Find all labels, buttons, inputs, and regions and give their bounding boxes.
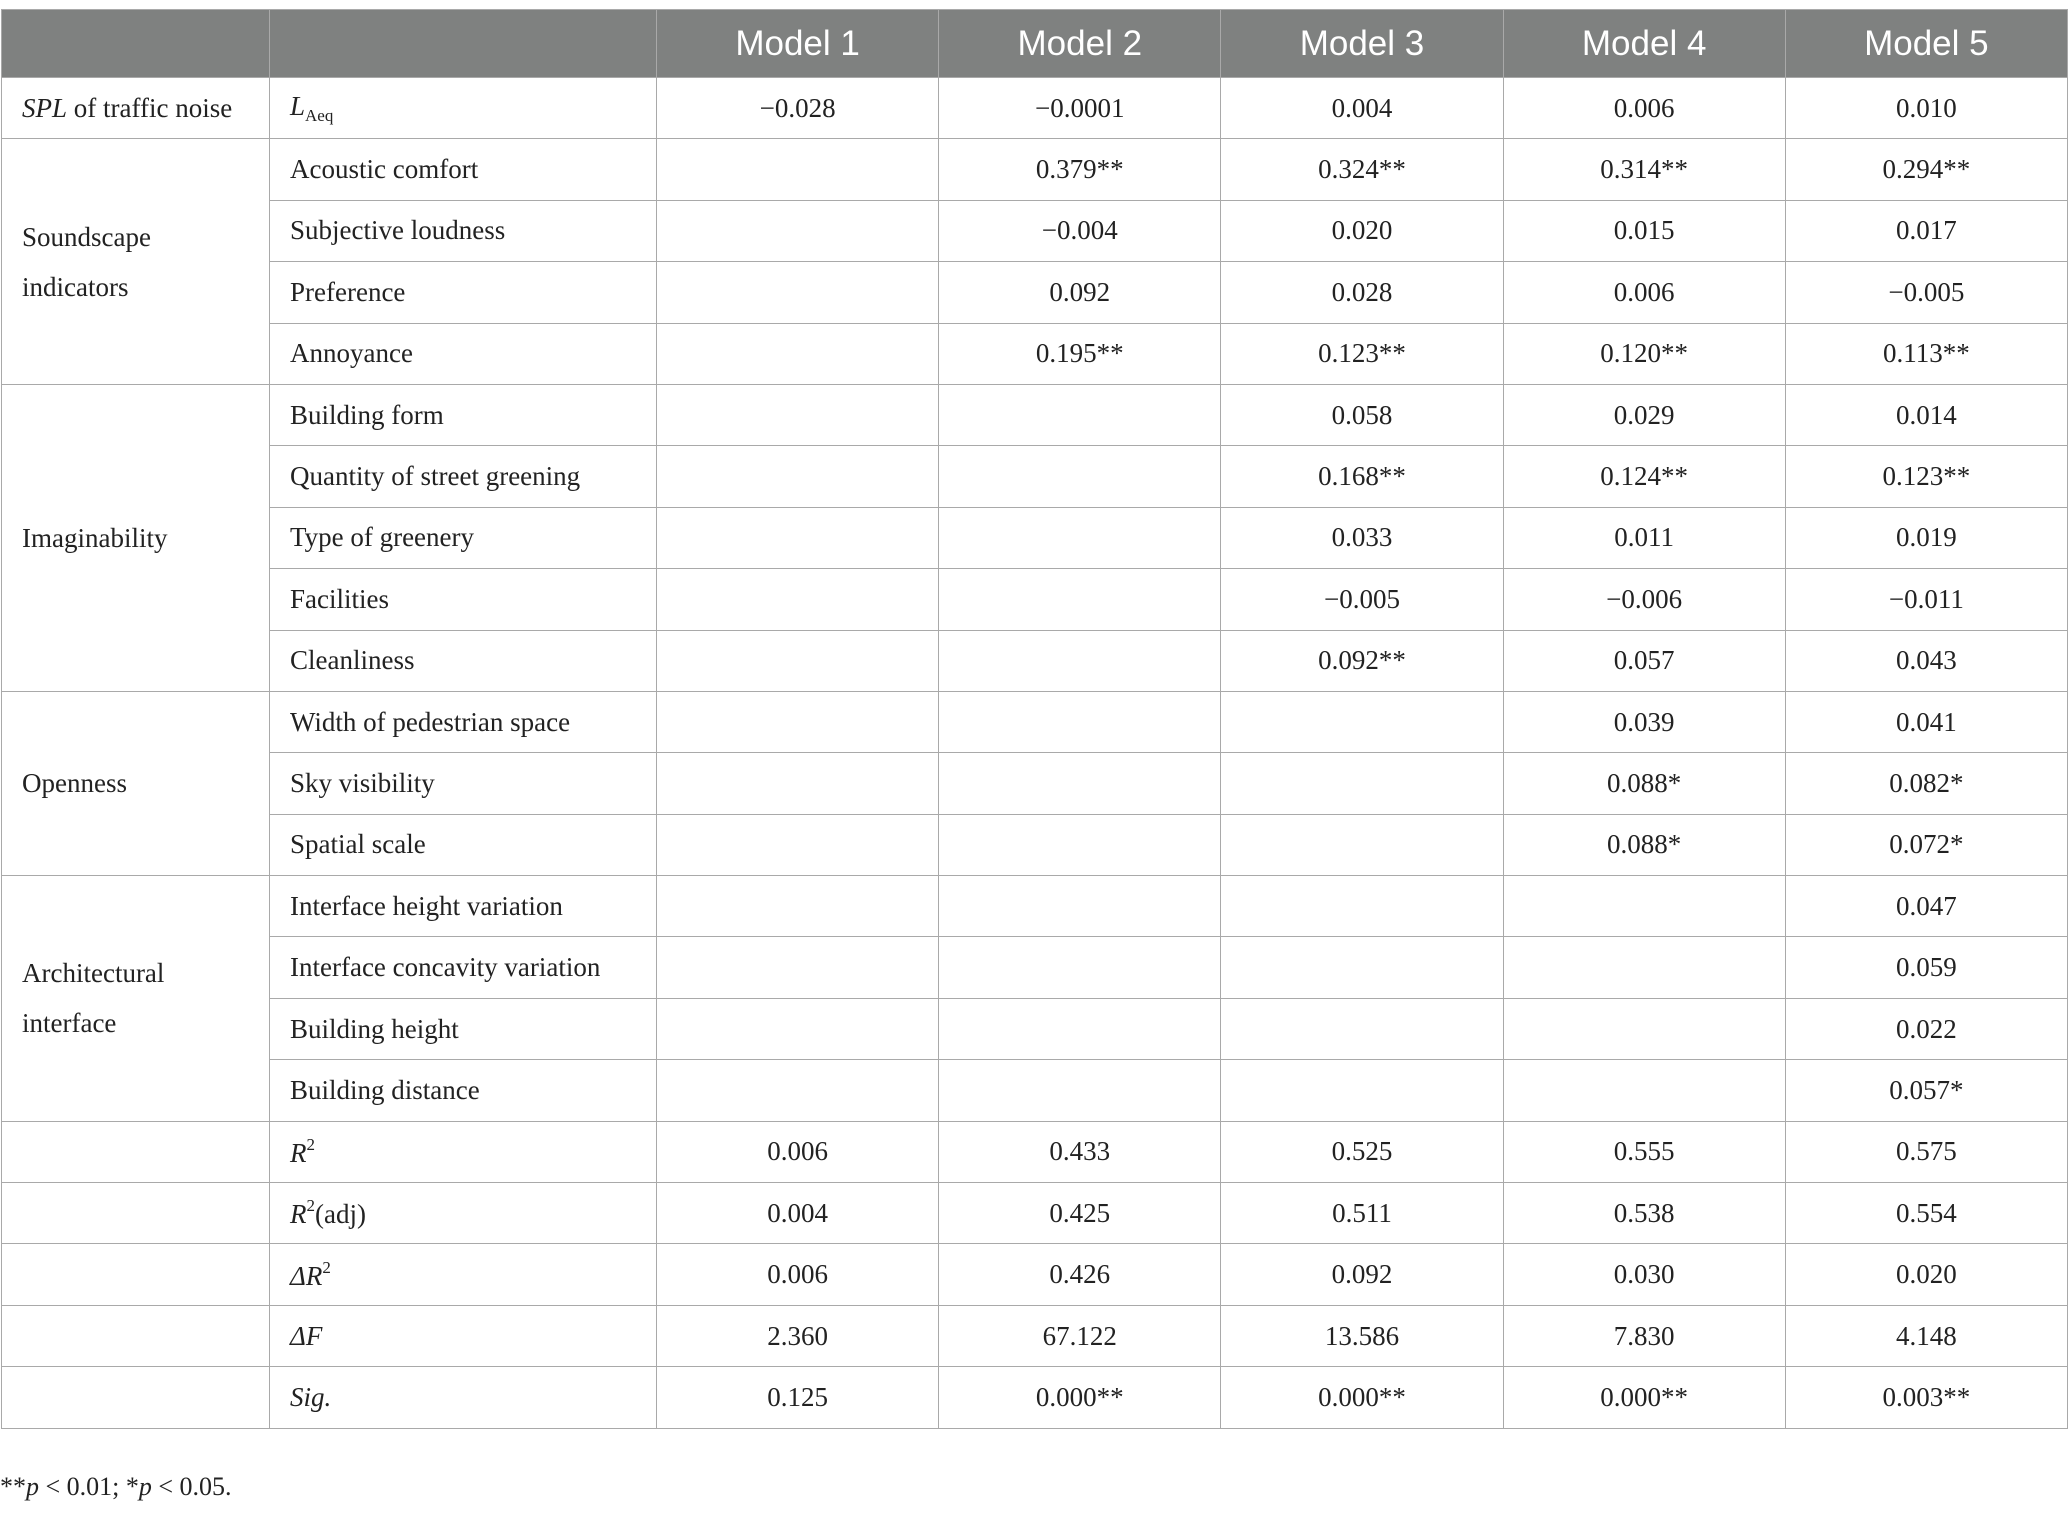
table-row xyxy=(2,1060,2068,1121)
group-openness: Openness xyxy=(2,691,270,875)
cell-value xyxy=(939,691,1221,752)
cell-value xyxy=(657,814,939,875)
stat-group-blank xyxy=(2,1367,270,1428)
table-row xyxy=(2,323,2068,384)
cell-value xyxy=(939,630,1221,691)
table-row xyxy=(2,630,2068,691)
variable-label: Type of greenery xyxy=(270,507,657,568)
cell-value xyxy=(1221,876,1503,937)
cell-value: 0.433 xyxy=(939,1121,1221,1182)
variable-label: Interface concavity variation xyxy=(270,937,657,998)
cell-value xyxy=(657,139,939,200)
variable-label: Building height xyxy=(270,998,657,1059)
cell-value: 0.020 xyxy=(1785,1244,2067,1305)
r2adj-rest: (adj) xyxy=(315,1199,366,1230)
cell-value: 0.092** xyxy=(1221,630,1503,691)
laeq-sub: Aeq xyxy=(305,105,334,125)
cell-value: 0.525 xyxy=(1221,1121,1503,1182)
variable-label: Building form xyxy=(270,384,657,445)
cell-value xyxy=(1503,998,1785,1059)
df-main: ΔF xyxy=(290,1320,323,1351)
variable-laeq xyxy=(270,78,657,139)
cell-value xyxy=(657,937,939,998)
cell-value: 0.123** xyxy=(1221,323,1503,384)
cell-value: 0.017 xyxy=(1785,200,2067,261)
cell-value xyxy=(939,998,1221,1059)
cell-value: 0.000** xyxy=(939,1367,1221,1428)
footnote-t2: < 0.05. xyxy=(151,1472,232,1501)
cell-value: 0.088* xyxy=(1503,753,1785,814)
cell-value: 0.006 xyxy=(1503,78,1785,139)
cell-value: 0.092 xyxy=(939,262,1221,323)
cell-value: −0.011 xyxy=(1785,569,2067,630)
cell-value: 0.538 xyxy=(1503,1183,1785,1244)
table-row xyxy=(2,262,2068,323)
table-row xyxy=(2,78,2068,139)
cell-value: 0.426 xyxy=(939,1244,1221,1305)
variable-label: Acoustic comfort xyxy=(270,139,657,200)
header-row xyxy=(2,10,2068,78)
header-blank-1 xyxy=(2,10,270,78)
cell-value: −0.0001 xyxy=(939,78,1221,139)
cell-value xyxy=(939,507,1221,568)
table-row xyxy=(2,998,2068,1059)
header-model-4: Model 4 xyxy=(1503,10,1785,78)
cell-value: 0.029 xyxy=(1503,384,1785,445)
table-row-r2 xyxy=(2,1121,2068,1182)
footnote-p2: p xyxy=(138,1472,152,1501)
dr2-main: ΔR xyxy=(290,1260,323,1291)
cell-value: 0.043 xyxy=(1785,630,2067,691)
cell-value: 0.120** xyxy=(1503,323,1785,384)
stat-group-blank xyxy=(2,1121,270,1182)
regression-table xyxy=(1,9,2068,1429)
cell-value: −0.005 xyxy=(1785,262,2067,323)
r2-main: R xyxy=(290,1137,307,1168)
stat-label-r2 xyxy=(270,1121,657,1182)
cell-value xyxy=(939,814,1221,875)
variable-label: Interface height variation xyxy=(270,876,657,937)
cell-value: 0.425 xyxy=(939,1183,1221,1244)
cell-value: 0.020 xyxy=(1221,200,1503,261)
cell-value: 4.148 xyxy=(1785,1305,2067,1366)
cell-value: 0.015 xyxy=(1503,200,1785,261)
dr2-sup: 2 xyxy=(322,1257,331,1277)
cell-value: 0.113** xyxy=(1785,323,2067,384)
cell-value: 0.082* xyxy=(1785,753,2067,814)
cell-value: 2.360 xyxy=(657,1305,939,1366)
stat-label-delta-r2 xyxy=(270,1244,657,1305)
cell-value xyxy=(939,569,1221,630)
cell-value: 0.014 xyxy=(1785,384,2067,445)
table-row-delta-r2 xyxy=(2,1244,2068,1305)
group-architectural-interface: Architectural interface xyxy=(2,876,270,1122)
table-row xyxy=(2,691,2068,752)
cell-value: 0.058 xyxy=(1221,384,1503,445)
cell-value: 0.006 xyxy=(1503,262,1785,323)
variable-label: Subjective loudness xyxy=(270,200,657,261)
cell-value xyxy=(657,446,939,507)
cell-value: 0.092 xyxy=(1221,1244,1503,1305)
cell-value: 0.088* xyxy=(1503,814,1785,875)
variable-label: Cleanliness xyxy=(270,630,657,691)
header-model-1: Model 1 xyxy=(657,10,939,78)
cell-value xyxy=(657,200,939,261)
cell-value: 0.019 xyxy=(1785,507,2067,568)
cell-value: 0.124** xyxy=(1503,446,1785,507)
sig-main: Sig. xyxy=(290,1381,332,1412)
table-row xyxy=(2,876,2068,937)
cell-value xyxy=(1221,937,1503,998)
group-soundscape: Soundscape indicators xyxy=(2,139,270,385)
cell-value: 0.379** xyxy=(939,139,1221,200)
cell-value: −0.005 xyxy=(1221,569,1503,630)
cell-value: 0.006 xyxy=(657,1244,939,1305)
r2adj-sup: 2 xyxy=(306,1196,315,1216)
cell-value: 0.314** xyxy=(1503,139,1785,200)
variable-label: Spatial scale xyxy=(270,814,657,875)
cell-value xyxy=(1503,937,1785,998)
cell-value xyxy=(1503,1060,1785,1121)
cell-value: 0.033 xyxy=(1221,507,1503,568)
table-footnote xyxy=(0,1472,232,1502)
cell-value: 0.003** xyxy=(1785,1367,2067,1428)
cell-value xyxy=(657,876,939,937)
cell-value: 13.586 xyxy=(1221,1305,1503,1366)
cell-value: 0.057 xyxy=(1503,630,1785,691)
cell-value: 0.057* xyxy=(1785,1060,2067,1121)
laeq-main: L xyxy=(290,90,306,121)
cell-value: 7.830 xyxy=(1503,1305,1785,1366)
cell-value: 0.575 xyxy=(1785,1121,2067,1182)
table-row xyxy=(2,569,2068,630)
table-row xyxy=(2,200,2068,261)
r2adj-main: R xyxy=(290,1199,307,1230)
table-row-delta-f xyxy=(2,1305,2068,1366)
cell-value: 0.004 xyxy=(657,1183,939,1244)
cell-value: 0.000** xyxy=(1503,1367,1785,1428)
r2-sup: 2 xyxy=(306,1134,315,1154)
footnote-lead: ** xyxy=(0,1472,26,1501)
cell-value: 0.168** xyxy=(1221,446,1503,507)
cell-value: 0.022 xyxy=(1785,998,2067,1059)
cell-value: 0.294** xyxy=(1785,139,2067,200)
group-spl xyxy=(2,78,270,139)
cell-value xyxy=(657,753,939,814)
stat-label-delta-f xyxy=(270,1305,657,1366)
spl-italic: SPL xyxy=(22,92,68,123)
cell-value xyxy=(1221,753,1503,814)
stat-label-sig xyxy=(270,1367,657,1428)
footnote-t1: < 0.01; * xyxy=(39,1472,139,1501)
group-imaginability: Imaginability xyxy=(2,384,270,691)
variable-label: Facilities xyxy=(270,569,657,630)
cell-value xyxy=(657,630,939,691)
cell-value: 0.030 xyxy=(1503,1244,1785,1305)
cell-value: 0.039 xyxy=(1503,691,1785,752)
table-row xyxy=(2,937,2068,998)
table-row-r2adj xyxy=(2,1183,2068,1244)
table-row xyxy=(2,446,2068,507)
cell-value xyxy=(657,569,939,630)
cell-value: 0.000** xyxy=(1221,1367,1503,1428)
header-model-5: Model 5 xyxy=(1785,10,2067,78)
cell-value xyxy=(657,262,939,323)
cell-value xyxy=(1503,876,1785,937)
table-row xyxy=(2,753,2068,814)
cell-value xyxy=(1221,691,1503,752)
cell-value xyxy=(657,507,939,568)
cell-value: 0.059 xyxy=(1785,937,2067,998)
stat-group-blank xyxy=(2,1183,270,1244)
cell-value: 0.195** xyxy=(939,323,1221,384)
header-model-3: Model 3 xyxy=(1221,10,1503,78)
cell-value xyxy=(939,753,1221,814)
cell-value: 0.554 xyxy=(1785,1183,2067,1244)
table-row-sig xyxy=(2,1367,2068,1428)
cell-value xyxy=(657,691,939,752)
cell-value xyxy=(939,876,1221,937)
cell-value xyxy=(939,384,1221,445)
cell-value xyxy=(1221,814,1503,875)
cell-value xyxy=(939,446,1221,507)
cell-value: 0.011 xyxy=(1503,507,1785,568)
cell-value: 67.122 xyxy=(939,1305,1221,1366)
variable-label: Width of pedestrian space xyxy=(270,691,657,752)
cell-value: 0.072* xyxy=(1785,814,2067,875)
table-row xyxy=(2,384,2068,445)
cell-value xyxy=(1221,1060,1503,1121)
cell-value: 0.041 xyxy=(1785,691,2067,752)
variable-label: Quantity of street greening xyxy=(270,446,657,507)
cell-value xyxy=(939,1060,1221,1121)
stat-label-r2adj xyxy=(270,1183,657,1244)
table-row xyxy=(2,814,2068,875)
cell-value: 0.511 xyxy=(1221,1183,1503,1244)
cell-value xyxy=(657,998,939,1059)
cell-value: 0.004 xyxy=(1221,78,1503,139)
cell-value xyxy=(657,384,939,445)
cell-value xyxy=(657,1060,939,1121)
table-row xyxy=(2,139,2068,200)
table-row xyxy=(2,507,2068,568)
cell-value: 0.125 xyxy=(657,1367,939,1428)
variable-label: Building distance xyxy=(270,1060,657,1121)
footnote-p1: p xyxy=(26,1472,39,1501)
cell-value xyxy=(939,937,1221,998)
stat-group-blank xyxy=(2,1305,270,1366)
cell-value: 0.324** xyxy=(1221,139,1503,200)
cell-value: 0.123** xyxy=(1785,446,2067,507)
variable-label: Preference xyxy=(270,262,657,323)
cell-value xyxy=(657,323,939,384)
stat-group-blank xyxy=(2,1244,270,1305)
cell-value: −0.028 xyxy=(657,78,939,139)
regression-table-container xyxy=(1,9,2067,1429)
cell-value xyxy=(1221,998,1503,1059)
header-blank-2 xyxy=(270,10,657,78)
cell-value: −0.006 xyxy=(1503,569,1785,630)
cell-value: 0.006 xyxy=(657,1121,939,1182)
cell-value: 0.028 xyxy=(1221,262,1503,323)
cell-value: 0.047 xyxy=(1785,876,2067,937)
variable-label: Sky visibility xyxy=(270,753,657,814)
variable-label: Annoyance xyxy=(270,323,657,384)
cell-value: 0.555 xyxy=(1503,1121,1785,1182)
cell-value: −0.004 xyxy=(939,200,1221,261)
spl-rest: of traffic noise xyxy=(67,92,233,123)
cell-value: 0.010 xyxy=(1785,78,2067,139)
header-model-2: Model 2 xyxy=(939,10,1221,78)
